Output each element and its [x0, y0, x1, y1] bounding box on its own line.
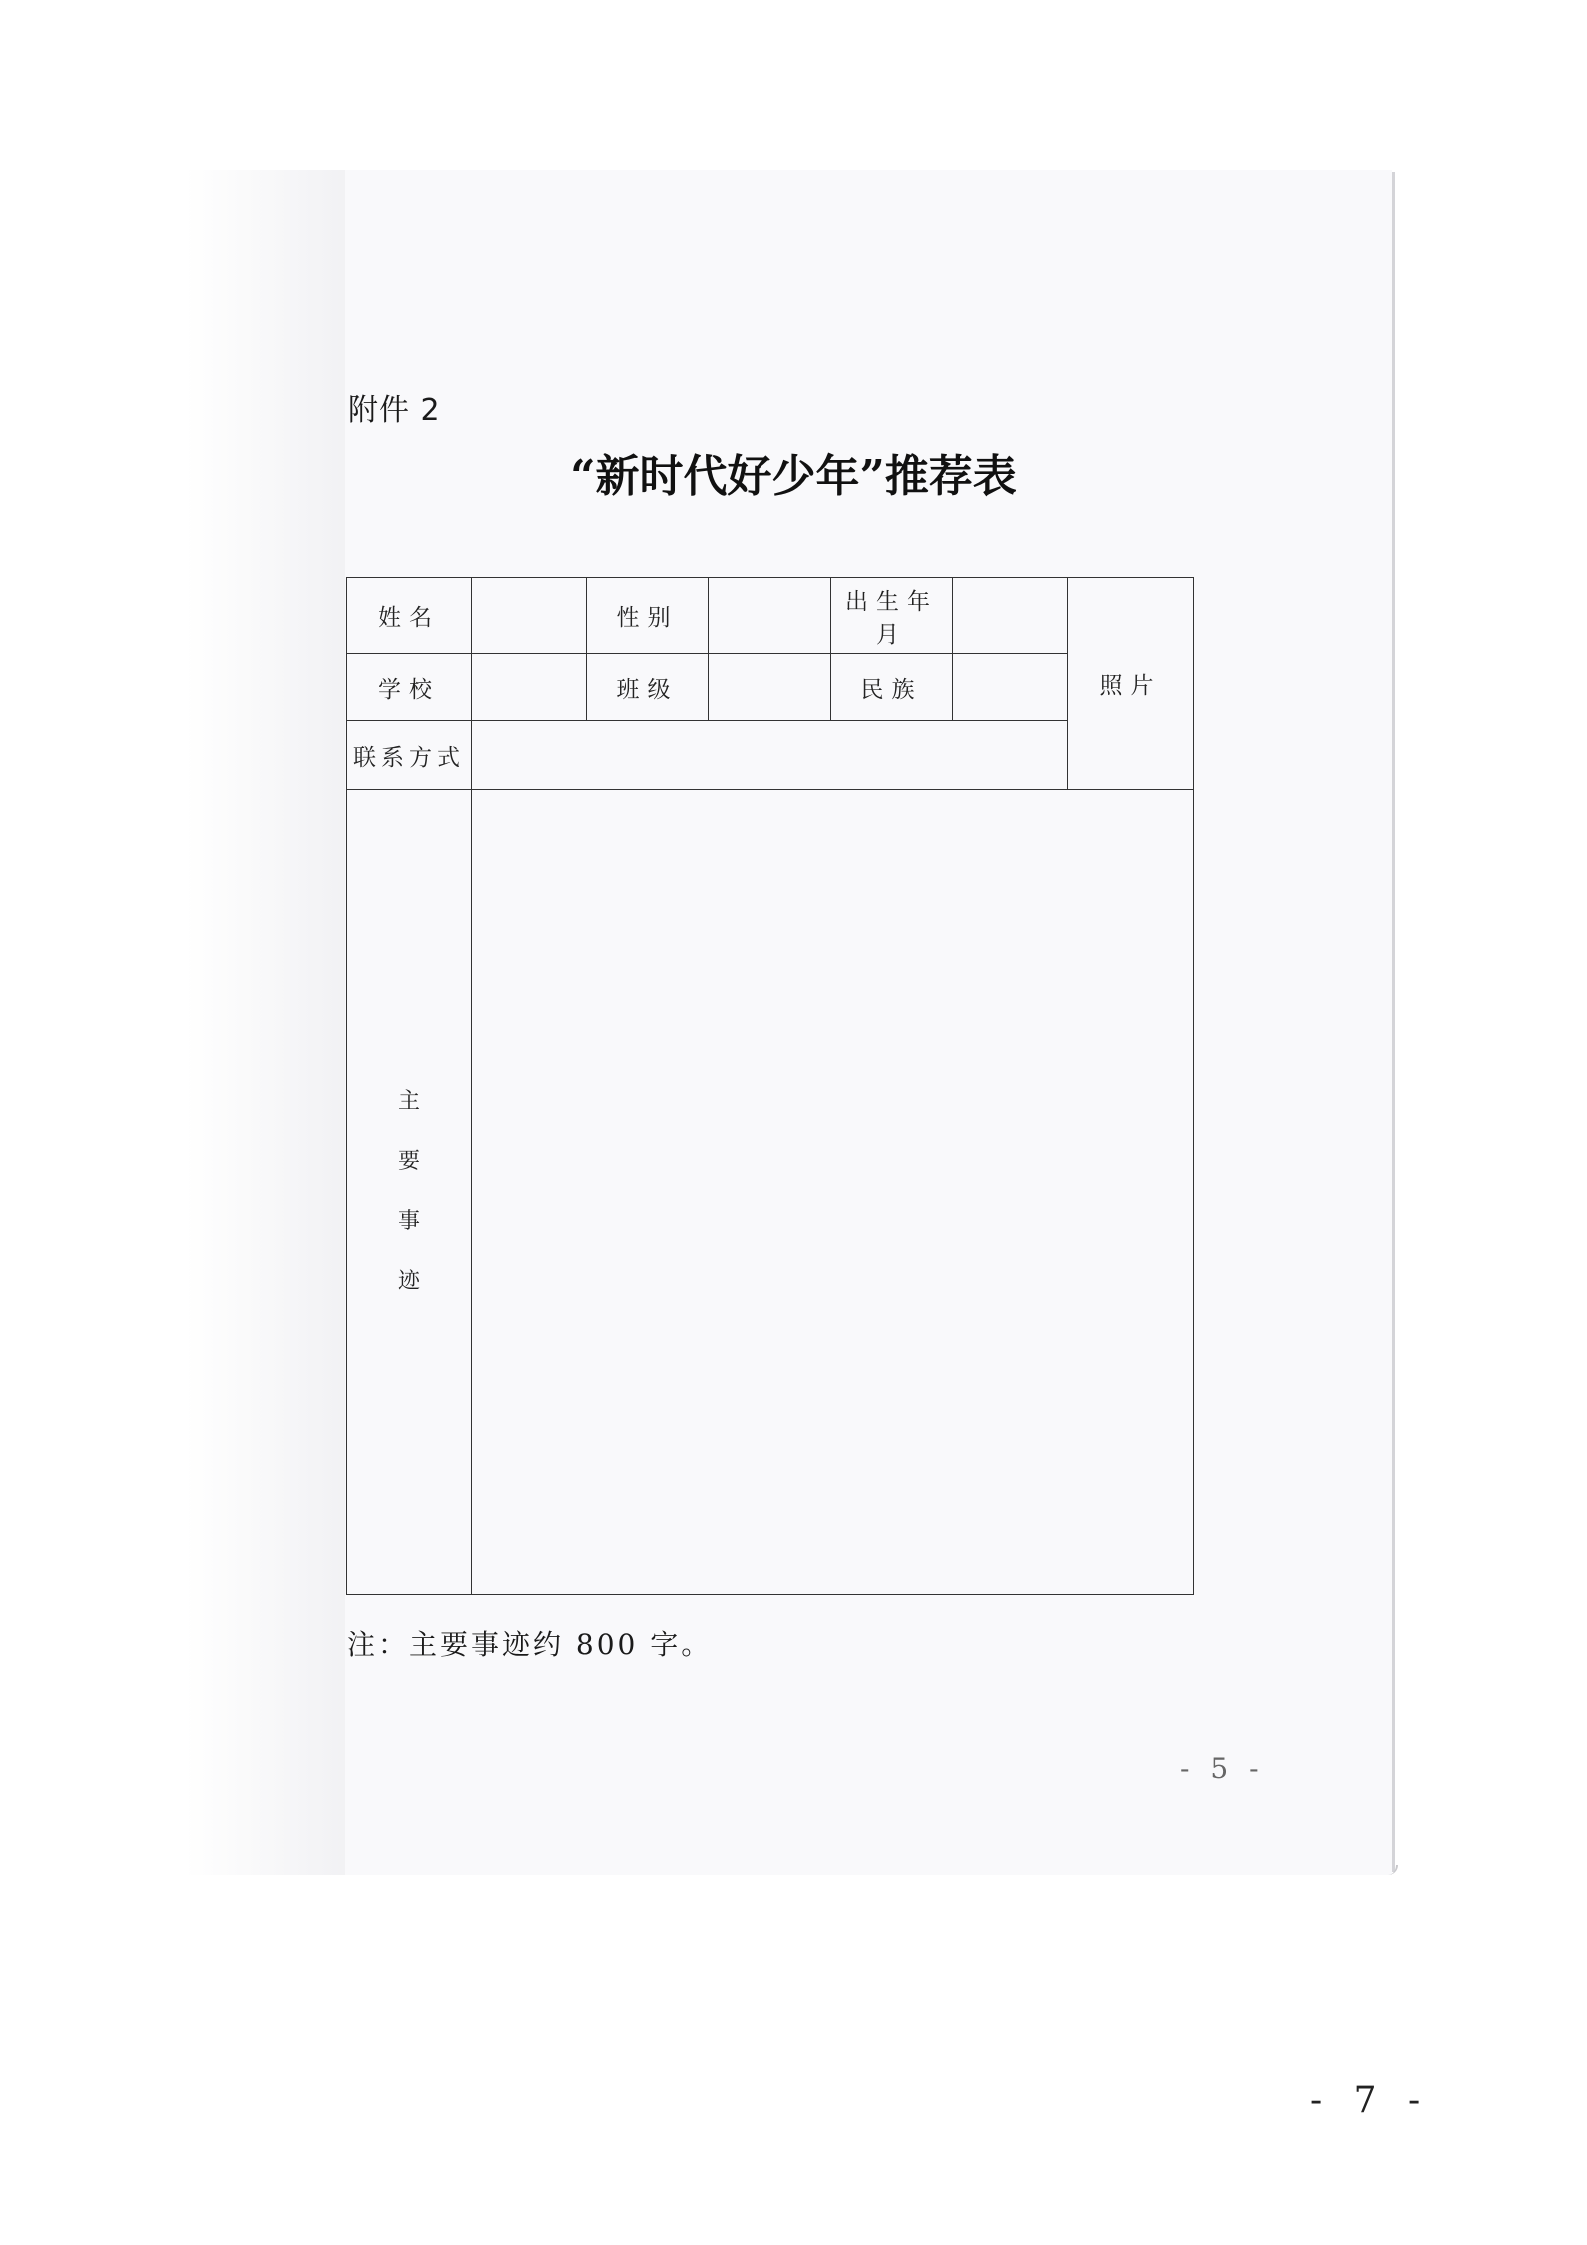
name-label: 姓名 [347, 578, 472, 654]
attachment-label: 附件 2 [348, 393, 441, 428]
school-label: 学校 [347, 654, 472, 721]
school-field[interactable] [472, 654, 587, 721]
deeds-label-stack [347, 1072, 471, 1312]
ethnicity-label: 民族 [831, 654, 953, 721]
gender-label: 性别 [587, 578, 709, 654]
deeds-label-char: 迹 [397, 1269, 420, 1294]
deeds-label [347, 790, 472, 1595]
footnote: 注：主要事迹约 800 字。 [347, 1628, 713, 1661]
deeds-field[interactable] [472, 790, 1194, 1595]
class-label: 班级 [587, 654, 709, 721]
page-edge-corner [1360, 1865, 1398, 1875]
contact-field[interactable] [472, 721, 1068, 790]
name-field[interactable] [472, 578, 587, 654]
form-title: “新时代好少年”推荐表 [570, 451, 1017, 502]
birth-label: 出生年月 [831, 578, 953, 654]
gender-field[interactable] [709, 578, 831, 654]
deeds-label-char: 主 [397, 1089, 420, 1114]
photo-cell[interactable]: 照片 [1068, 578, 1194, 790]
class-field[interactable] [709, 654, 831, 721]
scan-shadow [185, 170, 345, 1875]
contact-label: 联系方式 [347, 721, 472, 790]
deeds-label-char: 事 [397, 1209, 420, 1234]
recommendation-form-table [346, 577, 1194, 1595]
deeds-label-char: 要 [397, 1149, 420, 1174]
page-edge [1392, 172, 1395, 1872]
birth-field[interactable] [953, 578, 1068, 654]
outer-page-number: - 7 - [1310, 2080, 1431, 2121]
inner-page-number: - 5 - [1180, 1752, 1265, 1785]
ethnicity-field[interactable] [953, 654, 1068, 721]
